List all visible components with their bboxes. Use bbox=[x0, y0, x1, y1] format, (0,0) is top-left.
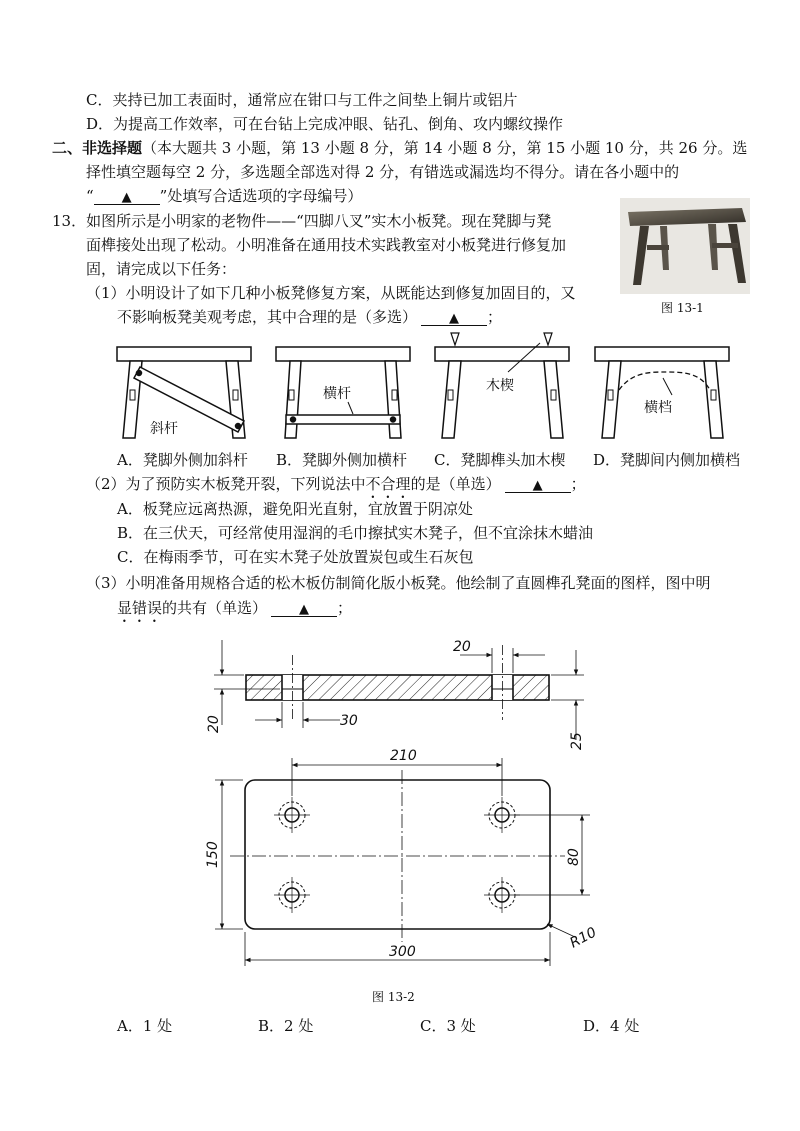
plan-view bbox=[230, 770, 565, 942]
p2-option-b: B．在三伏天，可经常使用湿润的毛巾擦拭实木凳子，但不宜涂抹木蜡油 bbox=[117, 524, 594, 542]
drawing-caption: 图 13-2 bbox=[372, 990, 415, 1004]
prev-option-c: C．夹持已加工表面时，通常应在钳口与工件之间垫上铜片或铝片 bbox=[86, 91, 518, 109]
q13-p3-line1: （3）小明准备用规格合适的松木板仿制简化版小板凳。他绘制了直圆榫孔凳面的图样，图中明 bbox=[86, 574, 711, 592]
q13-stem1: 13．如图所示是小明家的老物件——“四脚八叉”实木小板凳。现在凳脚与凳 bbox=[52, 212, 552, 230]
p2-option-c: C．在梅雨季节，可在实木凳子处放置炭包或生石灰包 bbox=[117, 548, 474, 566]
p1-option-d: D．凳脚间内侧加横档 bbox=[593, 451, 741, 469]
q13-p2-stem: （2）为了预防实木板凳开裂，下列说法中不合理的是（单选） ▲ ； bbox=[86, 475, 586, 493]
q13-p1-line1: （1）小明设计了如下几种小板凳修复方案，从既能达到修复加固目的，又 bbox=[86, 284, 576, 302]
dim-210: 210 bbox=[390, 748, 417, 764]
dim-20-left: 20 bbox=[206, 715, 222, 733]
label-horizontal-bar: 横杆 bbox=[323, 386, 351, 402]
q13-p3-line2: 显错误的共有（单选） ▲ ； bbox=[117, 599, 353, 617]
answer-blank-mark: ▲ bbox=[121, 190, 132, 205]
dim-r10: R10 bbox=[567, 924, 600, 952]
dim-30: 30 bbox=[340, 713, 358, 729]
p3-option-a: A．1 处 bbox=[117, 1017, 173, 1035]
q13-stem3: 固，请完成以下任务： bbox=[86, 260, 237, 278]
stool-option-d bbox=[595, 347, 729, 438]
section2-desc3: “ ▲ ”处填写合适选项的字母编号） bbox=[86, 187, 363, 205]
section2-heading: 二、非选择题 bbox=[52, 139, 143, 157]
p3-emphasis: 显错误 bbox=[117, 599, 163, 617]
p3-option-d: D．4 处 bbox=[583, 1017, 640, 1035]
label-inner-stretcher: 横档 bbox=[644, 400, 672, 416]
dim-25: 25 bbox=[569, 732, 585, 750]
stool-option-a bbox=[117, 347, 251, 438]
label-wooden-wedge: 木楔 bbox=[486, 378, 514, 394]
p1-option-b: B．凳脚外侧加横杆 bbox=[276, 451, 408, 469]
section-view bbox=[246, 645, 549, 720]
dim-300: 300 bbox=[389, 944, 416, 960]
stool-photo bbox=[620, 198, 750, 294]
dim-150: 150 bbox=[205, 841, 221, 868]
label-diagonal-brace: 斜杆 bbox=[150, 421, 178, 437]
section2-desc1: （本大题共 3 小题，第 13 小题 8 分，第 14 小题 8 分，第 15 小题 10 分，共 26 分。选 bbox=[142, 139, 748, 157]
prev-option-d: D．为提高工作效率，可在台钻上完成冲眼、钻孔、倒角、攻内螺纹操作 bbox=[86, 115, 564, 133]
p1-option-a: A．凳脚外侧加斜杆 bbox=[117, 451, 248, 469]
p1-option-c: C．凳脚榫头加木楔 bbox=[434, 451, 566, 469]
p2-option-a: A．板凳应远离热源，避免阳光直射，宜放置于阴凉处 bbox=[117, 500, 473, 518]
p3-option-b: B．2 处 bbox=[258, 1017, 314, 1035]
p2-answer-mark: ▲ bbox=[532, 478, 543, 493]
p3-answer-mark: ▲ bbox=[299, 602, 310, 617]
dim-80: 80 bbox=[566, 848, 582, 866]
section2-desc2: 择性填空题每空 2 分，多选题全部选对得 2 分，有错选或漏选均不得分。请在各小题中的 bbox=[86, 163, 680, 181]
photo-caption: 图 13-1 bbox=[661, 301, 704, 315]
q13-p1-line2: 不影响板凳美观考虑，其中合理的是（多选） ▲ ； bbox=[117, 308, 503, 326]
p2-emphasis: 不合理 bbox=[365, 475, 411, 493]
p1-answer-mark: ▲ bbox=[449, 311, 460, 326]
q13-stem2: 面榫接处出现了松动。小明准备在通用技术实践教室对小板凳进行修复加 bbox=[86, 236, 567, 254]
dim-20-top: 20 bbox=[453, 639, 471, 655]
p3-option-c: C．3 处 bbox=[420, 1017, 476, 1035]
